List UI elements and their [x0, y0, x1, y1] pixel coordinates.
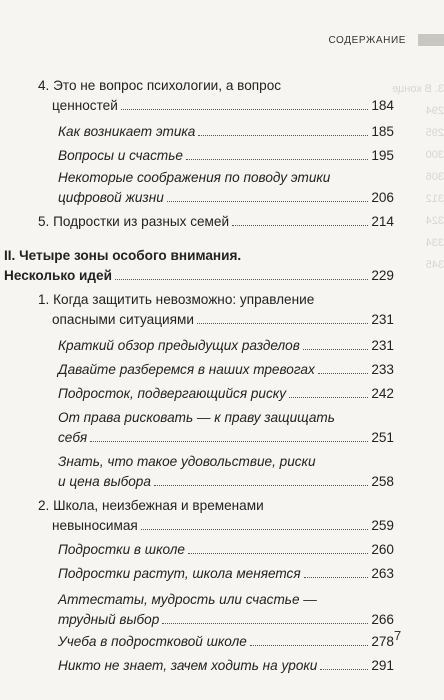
- dot-leader: [186, 159, 368, 160]
- toc-entry: [58, 146, 394, 166]
- toc-entry-title: Никто не знает, зачем ходить на уроки: [58, 658, 318, 673]
- dot-leader: [154, 485, 368, 486]
- dot-leader: [162, 623, 368, 624]
- dot-leader: [141, 529, 369, 530]
- toc-entry-title: II. Четыре зоны особого внимания.: [4, 248, 242, 263]
- toc-entry-title: трудный выбор: [58, 612, 160, 627]
- toc-entry-title: Давайте разберемся в наших тревогах: [58, 362, 315, 377]
- toc-entry-title: себя: [58, 430, 88, 445]
- toc-entry: [58, 168, 394, 208]
- toc-entry-title: и цена выбора: [58, 474, 151, 489]
- dot-leader: [167, 201, 369, 202]
- toc-page-number: 231: [371, 338, 394, 353]
- dot-leader: [197, 323, 368, 324]
- bleed-through-text: 3. В конце 294 295 300 306 312 324 334 345: [391, 83, 444, 271]
- toc-page-number: 263: [371, 566, 394, 581]
- toc-entry: [58, 336, 394, 356]
- toc-entry-title: 5. Подростки из разных семей: [38, 214, 230, 229]
- toc-page-number: 251: [371, 430, 394, 445]
- toc-entry: [4, 246, 394, 286]
- toc-entry-title: 4. Это не вопрос психологии, а вопрос: [38, 78, 282, 93]
- toc-page-number: 184: [371, 98, 394, 113]
- toc-page-number: 260: [371, 542, 394, 557]
- dot-leader: [289, 397, 368, 398]
- toc-entry: [38, 212, 394, 232]
- toc-entry: [58, 384, 394, 404]
- dot-leader: [250, 645, 369, 646]
- toc-entry-title: Несколько идей: [4, 268, 112, 283]
- toc-page-number: 278: [371, 634, 394, 649]
- toc-entry: [58, 564, 394, 584]
- toc-entry-title: цифровой жизни: [58, 190, 164, 205]
- dot-leader: [121, 109, 369, 110]
- dot-leader: [198, 135, 368, 136]
- toc-entry: [58, 360, 394, 380]
- toc-entry: [58, 452, 394, 492]
- toc-page-number: 195: [371, 148, 394, 163]
- toc-entry-title: От права рисковать — к праву защищать: [58, 410, 335, 425]
- toc-entry-title: Некоторые соображения по поводу этики: [58, 170, 331, 185]
- toc-page-number: 206: [371, 190, 394, 205]
- dot-leader: [304, 577, 369, 578]
- toc-entry: [38, 290, 394, 330]
- toc-entry-title: 2. Школа, неизбежная и временами: [38, 498, 264, 513]
- header-tab-marker: [418, 34, 444, 46]
- toc-entry-title: Вопросы и счастье: [58, 148, 183, 163]
- toc-page-number: 233: [371, 362, 394, 377]
- toc-entry-title: Знать, что такое удовольствие, риски: [58, 454, 316, 469]
- toc-entry: [58, 656, 394, 676]
- toc-page-number: 259: [371, 518, 394, 533]
- toc-page-number: 291: [371, 658, 394, 673]
- dot-leader: [318, 373, 369, 374]
- dot-leader: [115, 279, 368, 280]
- toc-entry-title: 1. Когда защитить невозможно: управление: [38, 292, 315, 307]
- toc-entry: [58, 632, 394, 652]
- toc-entry-title: невыносимая: [52, 518, 138, 533]
- toc-entry: [38, 496, 394, 536]
- toc-entry: [38, 76, 394, 116]
- toc-page-number: 214: [371, 214, 394, 229]
- dot-leader: [320, 669, 368, 670]
- dot-leader: [188, 553, 368, 554]
- toc-entry-title: Аттестаты, мудрость или счастье —: [58, 592, 317, 607]
- toc-page-number: 231: [371, 312, 394, 327]
- toc-page-number: 266: [371, 612, 394, 627]
- toc-entry-title: ценностей: [52, 98, 118, 113]
- toc-entry: [58, 590, 394, 630]
- dot-leader: [90, 441, 368, 442]
- toc-entry: [58, 408, 394, 448]
- toc-entry-title: Подростки растут, школа меняется: [58, 566, 301, 581]
- toc-page-number: 242: [371, 386, 394, 401]
- toc-entry-title: Подросток, подвергающийся риску: [58, 386, 287, 401]
- running-header: [0, 32, 444, 48]
- toc-entry-title: Подростки в школе: [58, 542, 185, 557]
- toc-entry-title: Учеба в подростковой школе: [58, 634, 247, 649]
- header-label: СОДЕРЖАНИЕ: [328, 34, 406, 46]
- toc-page-number: 258: [371, 474, 394, 489]
- dot-leader: [303, 349, 369, 350]
- toc-entry: [58, 540, 394, 560]
- toc-entry-title: Как возникает этика: [58, 124, 196, 139]
- toc-entry-title: Краткий обзор предыдущих разделов: [58, 338, 300, 353]
- toc-page-number: 185: [371, 124, 394, 139]
- dot-leader: [232, 225, 368, 226]
- page-number: 7: [394, 628, 402, 643]
- toc-entry-title: опасными ситуациями: [52, 312, 194, 327]
- toc-page-number: 229: [371, 268, 394, 283]
- toc-entry: [58, 122, 394, 142]
